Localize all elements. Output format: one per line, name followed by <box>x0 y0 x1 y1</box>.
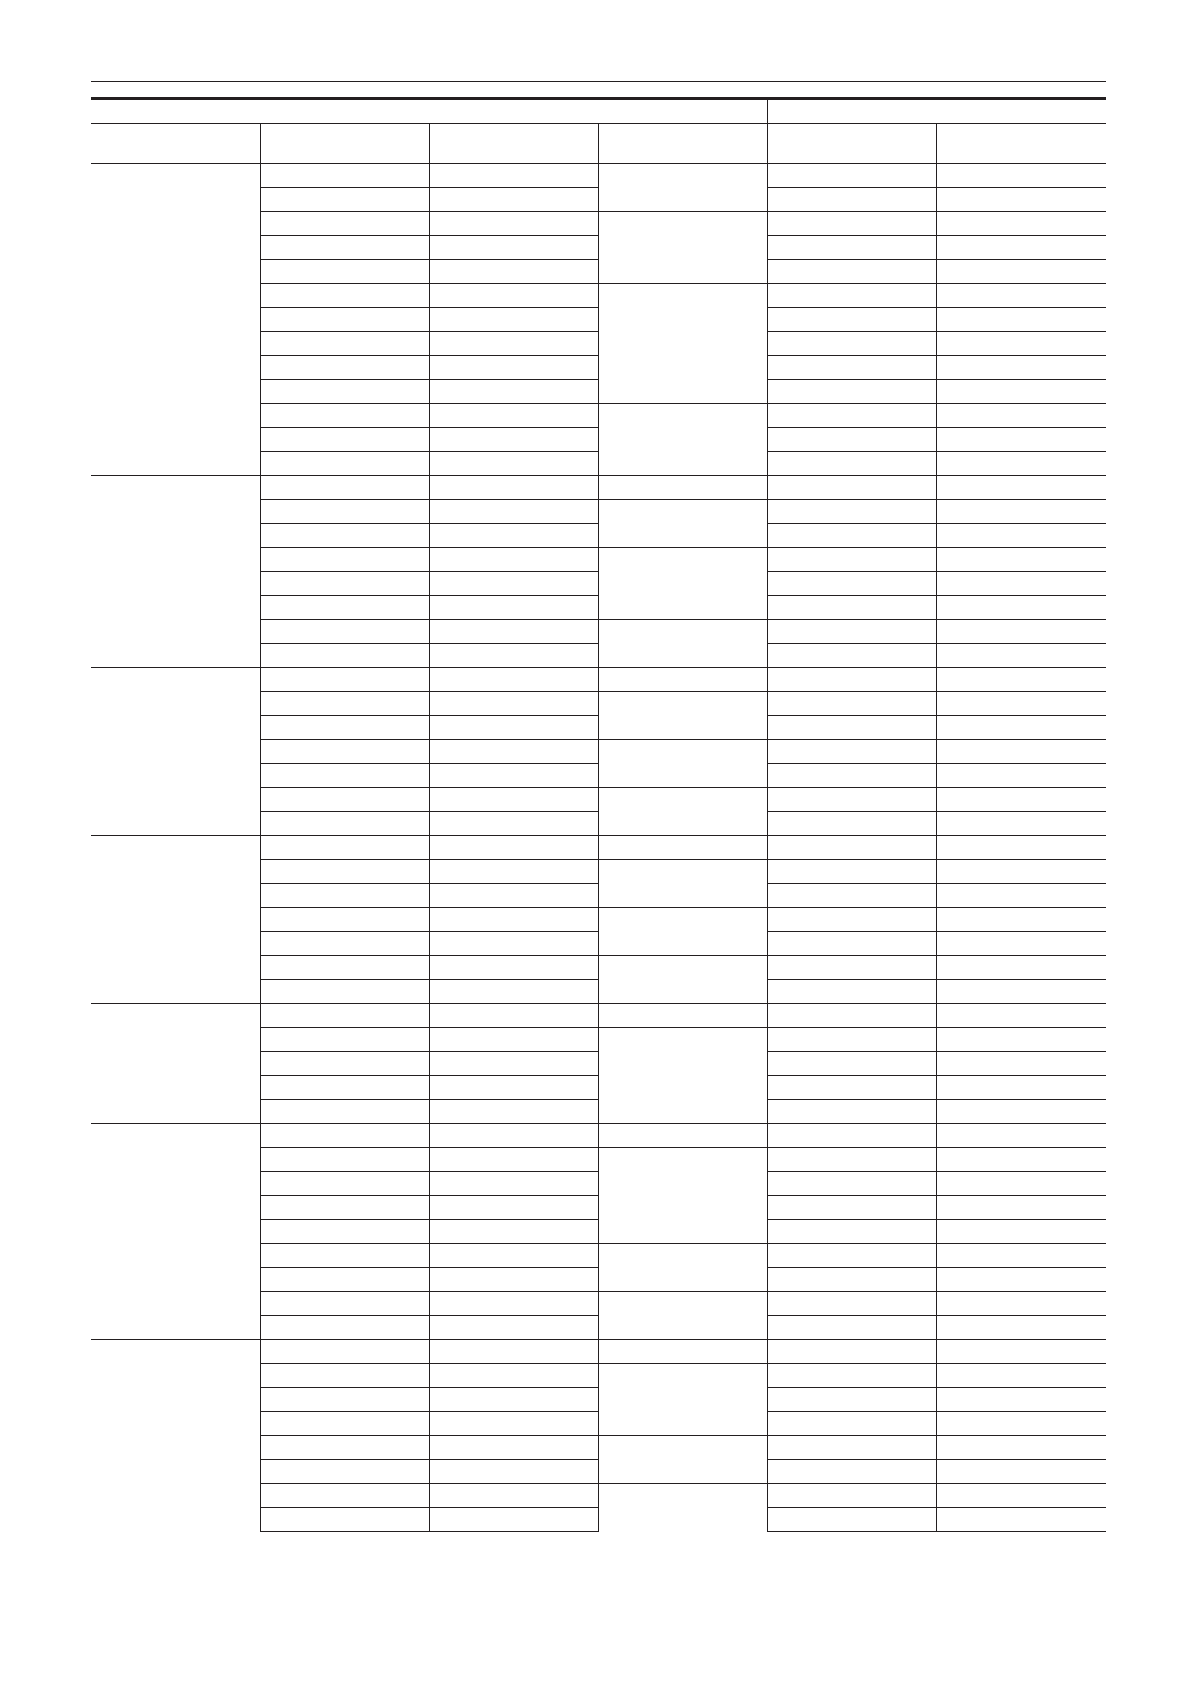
subgroup-cell <box>598 1484 767 1532</box>
table-cell <box>429 1196 598 1220</box>
table-cell <box>260 716 429 740</box>
table-cell <box>767 1508 936 1532</box>
section-label-cell <box>91 1004 260 1124</box>
table-cell <box>429 500 598 524</box>
column-header <box>429 124 598 164</box>
column-header <box>767 124 936 164</box>
table-cell <box>260 1004 429 1028</box>
table-cell <box>767 860 936 884</box>
table-cell <box>936 596 1106 620</box>
table-cell <box>260 188 429 212</box>
table-cell <box>429 1460 598 1484</box>
table-cell <box>936 1508 1106 1532</box>
table-cell <box>429 476 598 500</box>
table-cell <box>429 644 598 668</box>
table-cell <box>936 1052 1106 1076</box>
table-cell <box>429 452 598 476</box>
table-cell <box>429 236 598 260</box>
table-cell <box>429 860 598 884</box>
subgroup-cell <box>598 620 767 668</box>
table-cell <box>429 1004 598 1028</box>
table-cell <box>260 620 429 644</box>
table-cell <box>767 740 936 764</box>
table-cell <box>429 284 598 308</box>
table-cell <box>936 908 1106 932</box>
table-cell <box>936 1364 1106 1388</box>
subgroup-cell <box>598 668 767 692</box>
column-header <box>936 124 1106 164</box>
table-cell <box>429 404 598 428</box>
table-cell <box>767 812 936 836</box>
table-cell <box>429 1484 598 1508</box>
table-cell <box>767 1220 936 1244</box>
table-cell <box>260 1388 429 1412</box>
subgroup-cell <box>598 1292 767 1340</box>
table-cell <box>767 1388 936 1412</box>
table-cell <box>936 212 1106 236</box>
subgroup-cell <box>598 404 767 476</box>
table-cell <box>429 908 598 932</box>
table-cell <box>936 740 1106 764</box>
subgroup-cell <box>598 1340 767 1364</box>
subgroup-cell <box>598 500 767 548</box>
table-cell <box>767 644 936 668</box>
table-cell <box>767 1460 936 1484</box>
section-label-cell <box>91 1124 260 1340</box>
table-cell <box>936 716 1106 740</box>
column-header <box>598 124 767 164</box>
table-cell <box>260 548 429 572</box>
table-cell <box>767 1124 936 1148</box>
table-cell <box>767 212 936 236</box>
table-cell <box>429 572 598 596</box>
subgroup-cell <box>598 284 767 404</box>
subgroup-cell <box>598 788 767 836</box>
table-cell <box>260 1100 429 1124</box>
table-cell <box>767 500 936 524</box>
table-cell <box>767 1316 936 1340</box>
table-cell <box>767 1292 936 1316</box>
table-cell <box>936 668 1106 692</box>
table-cell <box>429 692 598 716</box>
table-cell <box>767 332 936 356</box>
table-cell <box>936 788 1106 812</box>
subgroup-cell <box>598 956 767 1004</box>
table-cell <box>767 884 936 908</box>
table-cell <box>260 1196 429 1220</box>
table-cell <box>767 692 936 716</box>
table-cell <box>260 332 429 356</box>
subgroup-cell <box>598 908 767 956</box>
table-cell <box>936 764 1106 788</box>
subgroup-cell <box>598 1364 767 1436</box>
table-cell <box>767 1004 936 1028</box>
table-cell <box>429 764 598 788</box>
table-row <box>91 476 1106 500</box>
table-cell <box>260 1220 429 1244</box>
data-table-container <box>91 97 1106 1532</box>
table-cell <box>767 1148 936 1172</box>
table-cell <box>936 860 1106 884</box>
table-cell <box>936 164 1106 188</box>
group-header-row <box>91 99 1106 124</box>
table-cell <box>260 308 429 332</box>
table-cell <box>260 596 429 620</box>
subgroup-cell <box>598 1004 767 1028</box>
table-cell <box>936 1388 1106 1412</box>
table-cell <box>260 260 429 284</box>
table-cell <box>260 1076 429 1100</box>
table-cell <box>936 644 1106 668</box>
subgroup-cell <box>598 1124 767 1148</box>
table-cell <box>260 404 429 428</box>
table-cell <box>767 356 936 380</box>
table-cell <box>767 764 936 788</box>
table-cell <box>767 1076 936 1100</box>
table-cell <box>767 1268 936 1292</box>
table-cell <box>260 1292 429 1316</box>
table-cell <box>936 1340 1106 1364</box>
table-cell <box>767 1436 936 1460</box>
table-cell <box>767 284 936 308</box>
table-cell <box>429 1508 598 1532</box>
table-cell <box>260 1436 429 1460</box>
table-cell <box>767 1244 936 1268</box>
table-body <box>91 164 1106 1532</box>
table-cell <box>429 1100 598 1124</box>
table-cell <box>936 1124 1106 1148</box>
table-cell <box>429 1172 598 1196</box>
table-cell <box>260 1364 429 1388</box>
table-cell <box>936 692 1106 716</box>
table-cell <box>429 1364 598 1388</box>
table-cell <box>429 1028 598 1052</box>
table-cell <box>429 524 598 548</box>
table-cell <box>429 1076 598 1100</box>
table-cell <box>767 788 936 812</box>
section-label-cell <box>91 1340 260 1532</box>
table-cell <box>767 164 936 188</box>
table-cell <box>260 476 429 500</box>
table-cell <box>936 500 1106 524</box>
table-cell <box>260 812 429 836</box>
table-cell <box>260 212 429 236</box>
table-cell <box>260 1172 429 1196</box>
table-cell <box>260 932 429 956</box>
section-label-cell <box>91 668 260 836</box>
table-cell <box>429 1148 598 1172</box>
table-cell <box>767 620 936 644</box>
table-cell <box>936 932 1106 956</box>
table-cell <box>767 980 936 1004</box>
table-cell <box>767 404 936 428</box>
table-cell <box>767 260 936 284</box>
table-cell <box>260 956 429 980</box>
table-cell <box>936 620 1106 644</box>
table-cell <box>936 404 1106 428</box>
table-cell <box>260 500 429 524</box>
table-cell <box>767 932 936 956</box>
table-cell <box>260 1460 429 1484</box>
table-cell <box>260 1052 429 1076</box>
table-cell <box>936 524 1106 548</box>
table-cell <box>429 1316 598 1340</box>
table-cell <box>429 1292 598 1316</box>
table-cell <box>767 188 936 212</box>
table-cell <box>936 956 1106 980</box>
table-cell <box>767 908 936 932</box>
table-cell <box>767 1196 936 1220</box>
table-cell <box>936 188 1106 212</box>
table-cell <box>260 1028 429 1052</box>
table-cell <box>936 572 1106 596</box>
table-cell <box>429 620 598 644</box>
subgroup-cell <box>598 836 767 860</box>
table-cell <box>936 836 1106 860</box>
table-cell <box>767 596 936 620</box>
table-cell <box>429 308 598 332</box>
table-cell <box>260 164 429 188</box>
table-cell <box>429 380 598 404</box>
table-cell <box>936 1460 1106 1484</box>
table-cell <box>767 236 936 260</box>
subgroup-cell <box>598 1244 767 1292</box>
table-cell <box>260 860 429 884</box>
table-cell <box>767 1052 936 1076</box>
table-cell <box>936 1292 1106 1316</box>
table-cell <box>767 428 936 452</box>
table-cell <box>429 668 598 692</box>
column-header-row <box>91 124 1106 164</box>
table-cell <box>429 836 598 860</box>
table-cell <box>936 1412 1106 1436</box>
table-cell <box>767 524 936 548</box>
table-cell <box>260 452 429 476</box>
table-cell <box>260 788 429 812</box>
subgroup-cell <box>598 740 767 788</box>
table-cell <box>936 1244 1106 1268</box>
table-cell <box>936 1100 1106 1124</box>
table-cell <box>429 740 598 764</box>
table-cell <box>260 668 429 692</box>
table-cell <box>260 356 429 380</box>
table-cell <box>936 1196 1106 1220</box>
table-cell <box>767 476 936 500</box>
table-cell <box>936 1172 1106 1196</box>
table-cell <box>936 260 1106 284</box>
table-cell <box>260 1316 429 1340</box>
section-label-cell <box>91 476 260 668</box>
table-cell <box>936 308 1106 332</box>
table-row <box>91 1124 1106 1148</box>
subgroup-cell <box>598 692 767 740</box>
table-cell <box>936 476 1106 500</box>
table-cell <box>260 380 429 404</box>
subgroup-cell <box>598 1436 767 1484</box>
table-cell <box>429 596 598 620</box>
table-cell <box>260 692 429 716</box>
table-cell <box>767 1172 936 1196</box>
table-cell <box>936 1148 1106 1172</box>
table-cell <box>767 1340 936 1364</box>
table-cell <box>260 1244 429 1268</box>
table-cell <box>767 836 936 860</box>
table-cell <box>429 1124 598 1148</box>
table-cell <box>767 956 936 980</box>
table-cell <box>429 428 598 452</box>
table-cell <box>260 1124 429 1148</box>
subgroup-cell <box>598 212 767 284</box>
table-cell <box>936 1436 1106 1460</box>
table-cell <box>767 452 936 476</box>
table-cell <box>429 1412 598 1436</box>
table-cell <box>936 380 1106 404</box>
subgroup-cell <box>598 1028 767 1124</box>
table-cell <box>260 1268 429 1292</box>
table-row <box>91 1340 1106 1364</box>
table-cell <box>429 1052 598 1076</box>
subgroup-cell <box>598 164 767 212</box>
table-cell <box>260 908 429 932</box>
table-cell <box>260 1484 429 1508</box>
table-row <box>91 1004 1106 1028</box>
table-cell <box>936 980 1106 1004</box>
table-cell <box>767 1484 936 1508</box>
table-cell <box>260 236 429 260</box>
table-cell <box>767 668 936 692</box>
table-cell <box>936 1316 1106 1340</box>
table-cell <box>936 1004 1106 1028</box>
table-cell <box>429 188 598 212</box>
table-cell <box>260 1412 429 1436</box>
table-cell <box>260 764 429 788</box>
subgroup-cell <box>598 476 767 500</box>
table-row <box>91 668 1106 692</box>
table-cell <box>767 716 936 740</box>
table-cell <box>429 956 598 980</box>
table-cell <box>260 428 429 452</box>
table-cell <box>429 260 598 284</box>
table-cell <box>260 980 429 1004</box>
table-cell <box>936 1028 1106 1052</box>
table-cell <box>767 548 936 572</box>
section-label-cell <box>91 164 260 476</box>
table-cell <box>936 1268 1106 1292</box>
table-cell <box>429 1244 598 1268</box>
table-cell <box>429 716 598 740</box>
table-cell <box>260 884 429 908</box>
table-cell <box>936 812 1106 836</box>
subgroup-cell <box>598 548 767 620</box>
group-header-left <box>91 99 767 124</box>
column-header <box>260 124 429 164</box>
table-cell <box>767 1028 936 1052</box>
table-cell <box>429 356 598 380</box>
section-label-cell <box>91 836 260 1004</box>
table-cell <box>429 332 598 356</box>
table-cell <box>429 1388 598 1412</box>
table-cell <box>260 572 429 596</box>
table-cell <box>429 1268 598 1292</box>
table-cell <box>260 1508 429 1532</box>
table-cell <box>260 740 429 764</box>
table-cell <box>936 428 1106 452</box>
table-cell <box>936 884 1106 908</box>
table-cell <box>429 212 598 236</box>
top-rule <box>91 81 1106 82</box>
table-row <box>91 836 1106 860</box>
table-cell <box>429 788 598 812</box>
table-cell <box>429 1436 598 1460</box>
table-cell <box>767 380 936 404</box>
group-header-right <box>767 99 1106 124</box>
table-cell <box>429 164 598 188</box>
table-cell <box>936 452 1106 476</box>
table-cell <box>767 1364 936 1388</box>
table-cell <box>429 980 598 1004</box>
table-cell <box>260 836 429 860</box>
table-cell <box>260 524 429 548</box>
table-cell <box>429 1340 598 1364</box>
table-row <box>91 164 1106 188</box>
table-cell <box>767 308 936 332</box>
table-cell <box>936 548 1106 572</box>
table-cell <box>767 1412 936 1436</box>
table-cell <box>936 1076 1106 1100</box>
table-cell <box>260 284 429 308</box>
table-cell <box>936 1484 1106 1508</box>
table-cell <box>936 332 1106 356</box>
table-cell <box>767 1100 936 1124</box>
table-cell <box>429 548 598 572</box>
table-cell <box>260 644 429 668</box>
table-cell <box>429 932 598 956</box>
table-cell <box>936 1220 1106 1244</box>
table-cell <box>429 884 598 908</box>
table-cell <box>429 1220 598 1244</box>
table-cell <box>260 1340 429 1364</box>
table-cell <box>936 356 1106 380</box>
subgroup-cell <box>598 1148 767 1244</box>
table-cell <box>767 572 936 596</box>
table-cell <box>429 812 598 836</box>
data-table <box>91 97 1106 1532</box>
column-header <box>91 124 260 164</box>
table-cell <box>936 236 1106 260</box>
subgroup-cell <box>598 860 767 908</box>
table-cell <box>936 284 1106 308</box>
table-cell <box>260 1148 429 1172</box>
